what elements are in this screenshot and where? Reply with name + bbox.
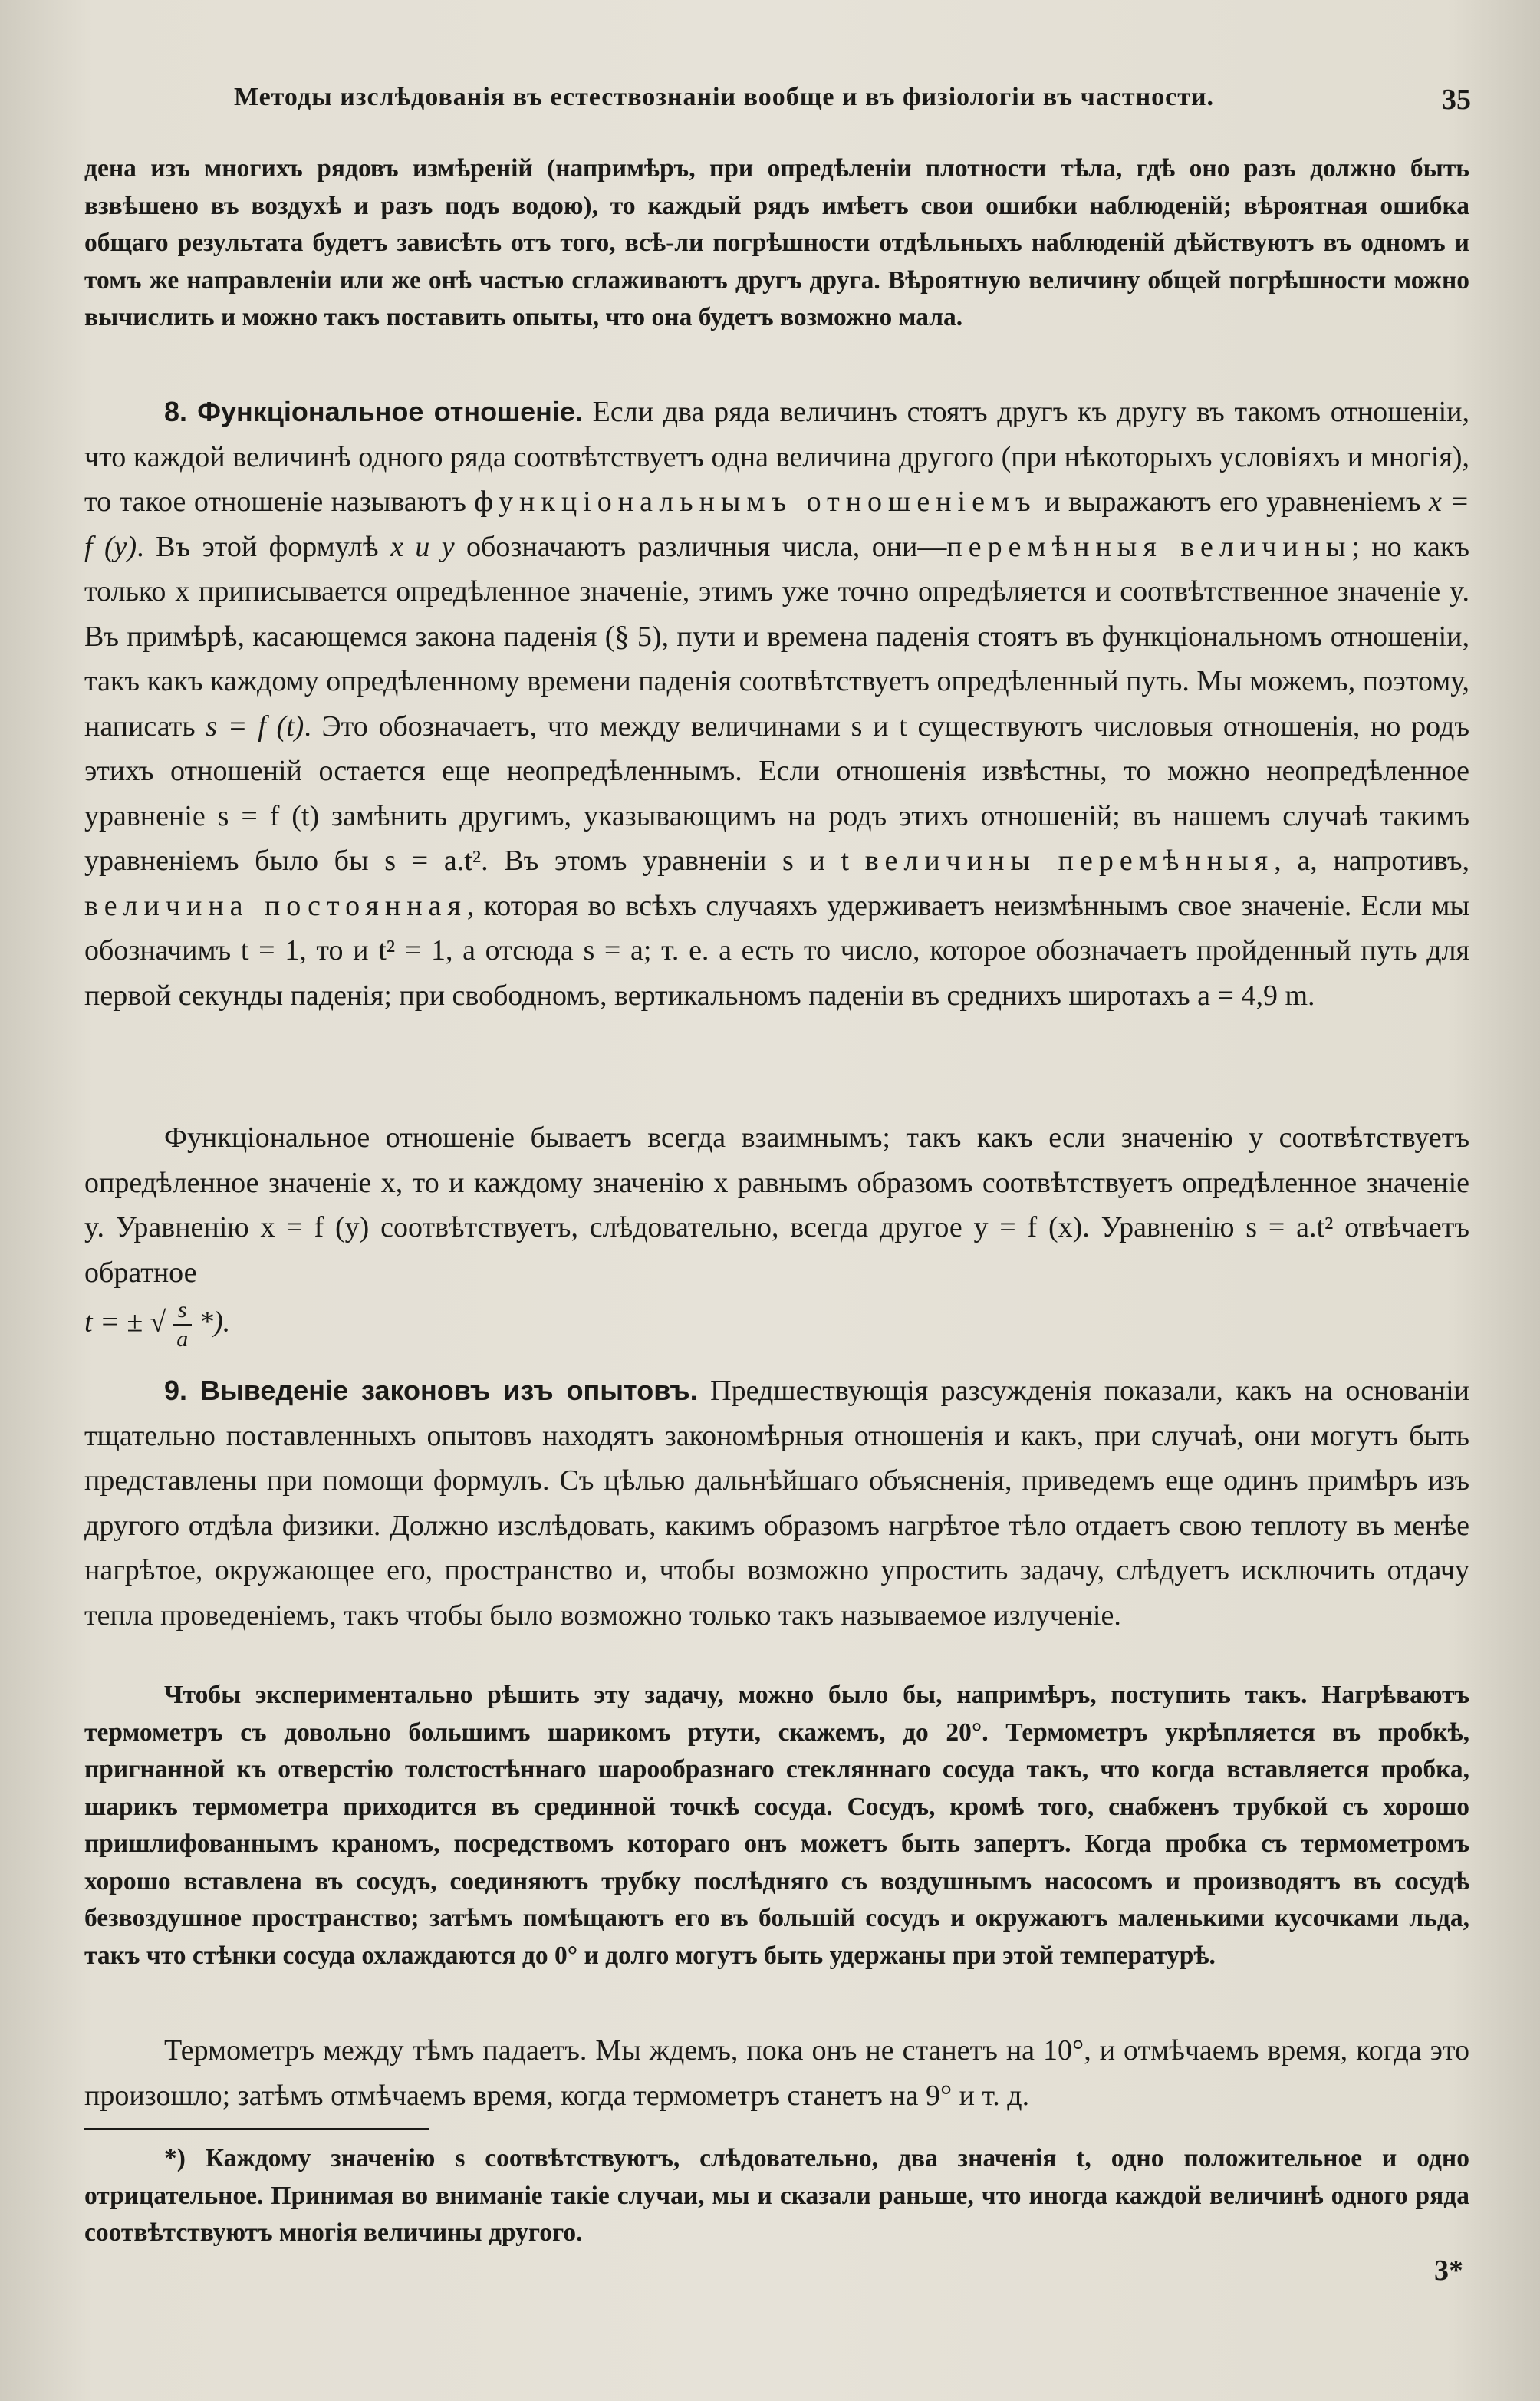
formula-lhs: t = ± √ xyxy=(84,1306,166,1339)
section-9-heading: 9. Выведеніе законовъ изъ опытовъ. xyxy=(164,1375,698,1406)
variables-x-y: x и y xyxy=(390,530,455,563)
text-run: и выражаютъ его уравненіемъ xyxy=(1036,486,1429,518)
text-run: ; но какъ только x приписывается опредѣленное значеніе, этимъ уже точно опредѣляется и соотвѣтственное значеніе y. Въ примѣрѣ, касающемся закона паденія (§ 5), пути и времена паденія стоятъ въ функціональномъ отношеніи, такъ какъ каждому опредѣленному времени паденія соотвѣтствуетъ опредѣленный путь. Мы можемъ, поэтому, написать xyxy=(84,530,1470,743)
term-constant: величина постоянная xyxy=(84,889,467,922)
running-title: Методы изслѣдованія въ естествознаніи вообще и въ физіологіи въ частности. xyxy=(233,83,1215,111)
footnote-rule xyxy=(84,2128,429,2130)
page-number: 35 xyxy=(1442,84,1471,116)
section-9-paragraph-1 xyxy=(84,1368,1469,1638)
formula-tail: *). xyxy=(199,1306,231,1339)
fraction-numerator: s xyxy=(173,1296,192,1326)
text-run: . Въ этой формулѣ xyxy=(137,530,391,563)
text-run: , которая во всѣхъ случаяхъ удерживаетъ неизмѣннымъ свое значеніе. Если мы обозначимъ t = 1, то и t² = 1, а отсюда s = a; т. е. a есть то число, которое обозначаетъ пройденный путь для первой секунды паденія; при свободномъ, вертикальномъ паденіи въ среднихъ широтахъ a = 4,9 m. xyxy=(84,889,1469,1012)
equation-x-f-y: x = f (y) xyxy=(84,486,1469,563)
text-run: Предшествующія разсужденія показали, какъ на основаніи тщательно поставленныхъ опытовъ находятъ закономѣрныя отношенія и какъ, при случаѣ, они могутъ быть представлены при помощи формулъ. Съ цѣлью дальнѣйшаго объясненія, приведемъ еще одинъ примѣръ изъ другого отдѣла физики. Должно изслѣдовать, какимъ образомъ нагрѣтое тѣло отдаетъ свою теплоту въ менѣе нагрѣтое, окружающее его, пространство и, чтобы возможно упростить задачу, слѣдуетъ исключить отдачу тепла проведеніемъ, такъ чтобы было возможно только такъ называемое излученіе. xyxy=(84,1375,1470,1632)
section-9-paragraph-3: Термометръ между тѣмъ падаетъ. Мы ждемъ, пока онъ не станетъ на 10°, и отмѣчаемъ время, когда это произошло; затѣмъ отмѣчаемъ время, когда термометръ станетъ на 9° и т. д. xyxy=(84,2034,1469,2112)
section-8-paragraph-2: Функціональное отношеніе бываетъ всегда взаимнымъ; такъ какъ если значенію y соотвѣтствуетъ опредѣленное значеніе x, то и каждому значенію x равнымъ образомъ соотвѣтствуетъ опредѣленное значеніе y. Уравненію x = f (y) соотвѣтствуетъ, слѣдовательно, всегда другое y = f (x). Уравненію s = a.t² отвѣчаетъ обратное xyxy=(84,1121,1469,1289)
section-8-heading: 8. Функціональное отношеніе. xyxy=(164,396,583,427)
term-variables: величины перемѣнныя xyxy=(864,845,1275,877)
text-run: Если два ряда величинъ стоятъ другъ къ другу въ такомъ отношеніи, что каждой величинѣ одного ряда соотвѣтствуетъ одна величина другого (при нѣкоторыхъ условіяхъ и многія), то такое отношеніе называютъ xyxy=(84,396,1470,518)
signature-mark: 3* xyxy=(1434,2254,1463,2287)
running-header xyxy=(84,83,1471,129)
text-run: . Это обозначаетъ, что между величинами s и t существуютъ числовыя отношенія, но родъ этихъ отношеній остается еще неопредѣленнымъ. Если отношенія извѣстны, то можно неопредѣленное уравненіе s = f (t) замѣнить другимъ, указывающимъ на родъ этихъ отношеній; въ нашемъ случаѣ такимъ уравненіемъ было бы s = a.t². Въ этомъ уравненіи s и t xyxy=(84,710,1470,877)
text-run: , a, напротивъ, xyxy=(1274,845,1469,877)
fraction-denominator: a xyxy=(176,1326,189,1352)
formula-fraction xyxy=(173,1296,192,1353)
section-8-paragraph-1 xyxy=(84,390,1469,1018)
intro-paragraph: дена изъ многихъ рядовъ измѣреній (напримѣръ, при опредѣленіи плотности тѣла, гдѣ оно разъ должно быть взвѣшено въ воздухѣ и разъ подъ водою), то каждый рядъ имѣетъ свои ошибки наблюденій; вѣроятная ошибка общаго результата будетъ зависѣть отъ того, всѣ-ли погрѣшности отдѣльныхъ наблюденій дѣйствуютъ въ одномъ и томъ же направленіи или же онѣ частью сглаживаютъ другъ друга. Вѣроятную величину общей погрѣшности можно вычислить и можно такъ поставить опыты, что она будетъ возможно мала. xyxy=(84,154,1469,331)
inverse-formula xyxy=(84,1296,230,1365)
footnote: *) Каждому значенію s соотвѣтствуютъ, слѣдовательно, два значенія t, одно положительное и одно отрицательное. Принимая во вниманіе такіе случаи, мы и сказали раньше, что иногда каждой величинѣ одного ряда соотвѣтствуютъ многія величины другого. xyxy=(84,2144,1469,2247)
equation-s-f-t: s = f (t) xyxy=(206,710,304,743)
term-variable-quantities: перемѣнныя величины xyxy=(946,530,1352,563)
term-functional-relation: функціональнымъ отношеніемъ xyxy=(474,486,1037,518)
section-9-paragraph-2: Чтобы экспериментально рѣшить эту задачу, можно было бы, напримѣръ, поступить такъ. Нагрѣваютъ термометръ съ довольно большимъ шарикомъ ртути, скажемъ, до 20°. Термометръ укрѣпляется въ пробкѣ, пригнанной къ отверстію толстостѣннаго шарообразнаго стекляннаго сосуда такъ, что когда вставляется пробка, шарикъ термометра приходится въ срединной точкѣ сосуда. Сосудъ, кромѣ того, снабженъ трубкой съ хорошо пришлифованнымъ краномъ, посредствомъ котораго онъ можетъ быть запертъ. Когда пробка съ термометромъ хорошо вставлена въ сосудъ, соединяютъ трубку послѣдняго съ воздушнымъ насосомъ и производятъ въ сосудѣ безвоздушное пространство; затѣмъ помѣщаютъ его въ большій сосудъ и окружаютъ маленькими кусочками льда, такъ что стѣнки сосуда охлаждаются до 0° и долго могутъ быть удержаны при этой температурѣ. xyxy=(84,1681,1469,1970)
text-run: обозначаютъ различныя числа, они— xyxy=(454,530,947,563)
